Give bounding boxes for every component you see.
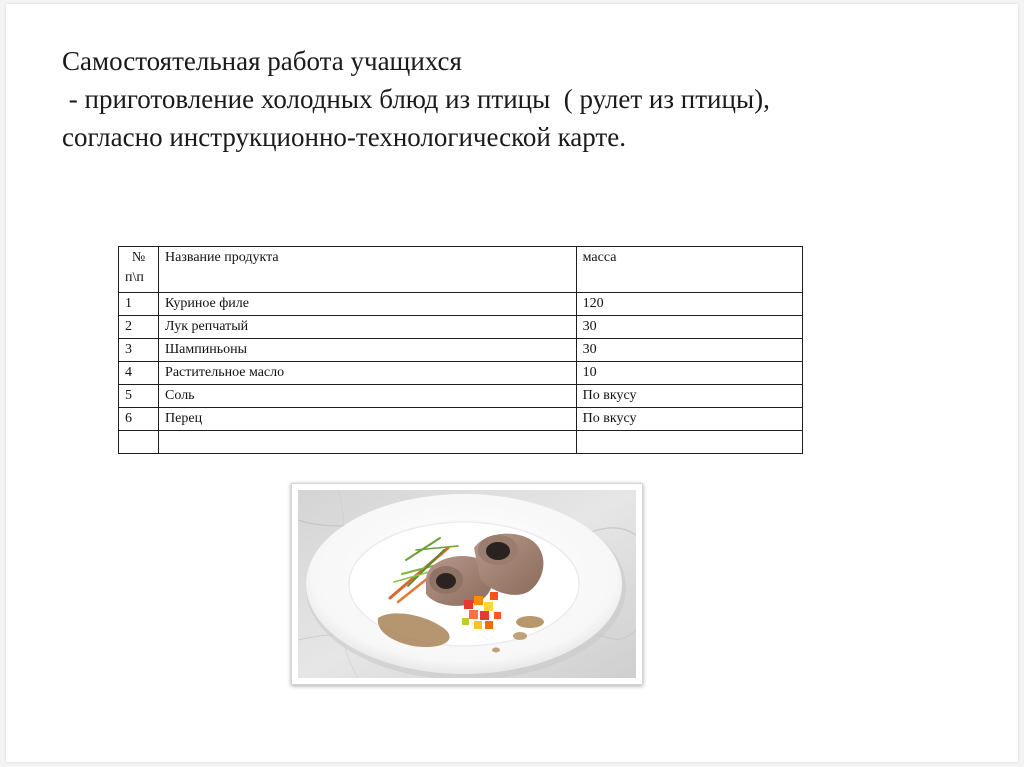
- row-product: Соль: [159, 385, 577, 408]
- header-num-line2: п\п: [125, 270, 144, 285]
- row-product: Растительное масло: [159, 362, 577, 385]
- row-num: 6: [119, 408, 159, 431]
- table-header-row: [119, 247, 803, 293]
- row-num: 5: [119, 385, 159, 408]
- header-mass-cell: масса: [576, 247, 802, 293]
- table-row: [119, 316, 803, 339]
- row-num: [119, 431, 159, 454]
- row-mass: 30: [576, 316, 802, 339]
- row-product: Лук репчатый: [159, 316, 577, 339]
- row-product: Шампиньоны: [159, 339, 577, 362]
- row-num: 4: [119, 362, 159, 385]
- table-row: [119, 385, 803, 408]
- row-mass: 30: [576, 339, 802, 362]
- table-row: [119, 408, 803, 431]
- row-product: [159, 431, 577, 454]
- row-num: 2: [119, 316, 159, 339]
- table-row: [119, 431, 803, 454]
- slide-title: [62, 42, 1002, 156]
- dish-photo-icon: [298, 490, 636, 678]
- title-line-2: - приготовление холодных блюд из птицы ( рулет из птицы),: [62, 84, 770, 114]
- row-mass: [576, 431, 802, 454]
- row-mass: По вкусу: [576, 385, 802, 408]
- row-mass: 10: [576, 362, 802, 385]
- row-num: 3: [119, 339, 159, 362]
- recipe-table: [118, 246, 803, 454]
- row-product: Перец: [159, 408, 577, 431]
- table-row: [119, 293, 803, 316]
- title-line-3: согласно инструкционно-технологической карте.: [62, 122, 626, 152]
- slide: [6, 4, 1018, 762]
- row-num: 1: [119, 293, 159, 316]
- row-product: Куриное филе: [159, 293, 577, 316]
- row-mass: По вкусу: [576, 408, 802, 431]
- header-name-cell: Название продукта: [159, 247, 577, 293]
- row-mass: 120: [576, 293, 802, 316]
- table-row: [119, 339, 803, 362]
- dish-photo: [291, 483, 643, 685]
- title-line-1: Самостоятельная работа учащихся: [62, 46, 462, 76]
- header-num-line1: №: [131, 250, 146, 265]
- table-row: [119, 362, 803, 385]
- header-num-cell: [119, 247, 159, 293]
